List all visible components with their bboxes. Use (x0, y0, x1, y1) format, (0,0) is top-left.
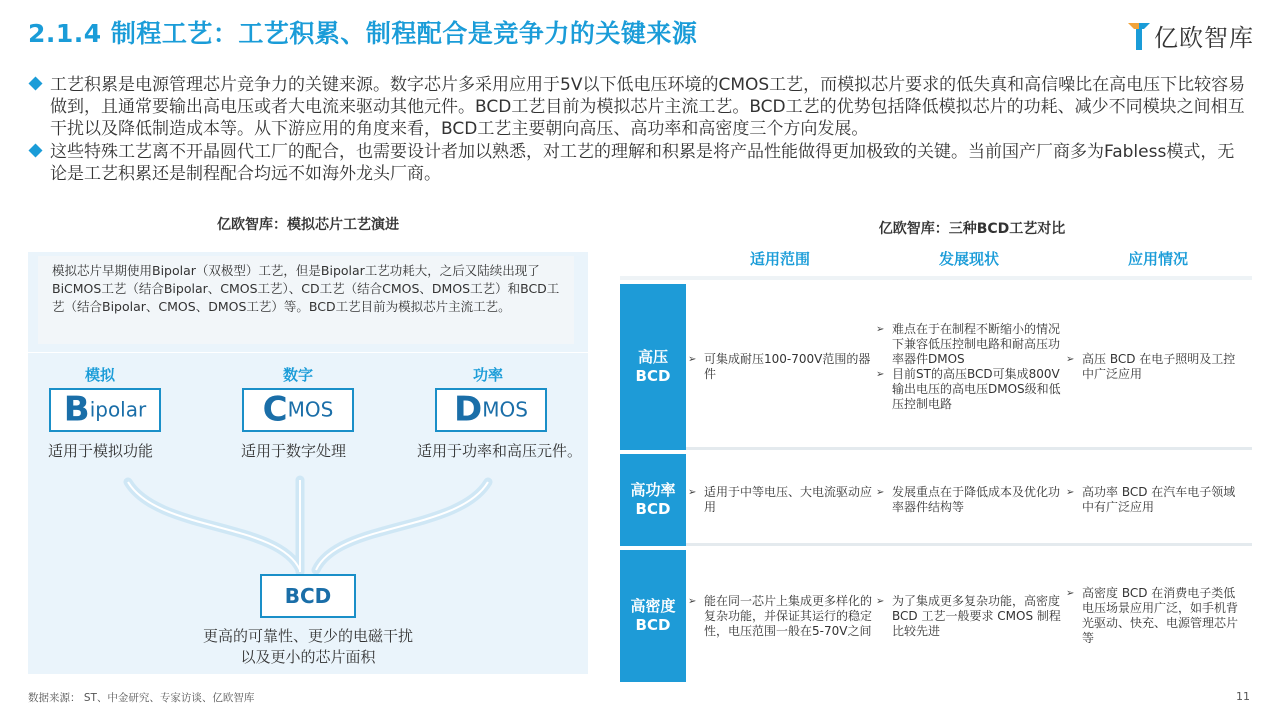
left-figure-caption: 亿欧智库：模拟芯片工艺演进 (217, 217, 399, 233)
header-usage: 应用情况 (1127, 250, 1188, 268)
row-name-sub: BCD (635, 500, 671, 518)
dmos-box (435, 388, 547, 432)
row-divider (686, 447, 1252, 450)
label-digital: 数字 (282, 366, 313, 384)
cell-item: ➢ 适用于中等电压、大电流驱动应用 (688, 485, 874, 515)
row-head (620, 284, 686, 450)
process-evolution-diagram (28, 252, 588, 674)
dmos-desc: 适用于功率和高压元件。 (417, 442, 583, 460)
cell-usage (1066, 550, 1246, 682)
bipolar-rest: ipolar (89, 397, 147, 422)
bcd-desc-line: 以及更小的芯片面积 (240, 648, 376, 666)
bullet-text: 这些特殊工艺离不开晶圆代工厂的配合，也需要设计者加以熟悉，对工艺的理解和积累是将产品性能做得更加极致的关键。当前国产厂商多为Fabless模式，无论是工艺积累还是制程配合均远不如海外龙头厂商。 (50, 142, 1235, 184)
yiou-logo-icon (1126, 20, 1152, 52)
cmos-box (242, 388, 354, 432)
bcd-desc-line: 更高的可靠性、更少的电磁干扰 (202, 627, 413, 645)
cell-scope (688, 550, 874, 682)
table-row (620, 454, 1252, 546)
bcd-comparison-table (620, 240, 1252, 682)
bullet-item (28, 74, 1250, 140)
cell-scope (688, 284, 874, 450)
dmos-initial: D (454, 389, 483, 430)
row-name-sub: BCD (635, 367, 671, 385)
header-divider (620, 276, 1252, 280)
bipolar-desc: 适用于模拟功能 (48, 442, 154, 460)
brand-logo (1126, 18, 1254, 53)
row-name-sub: BCD (635, 616, 671, 634)
bipolar-box (49, 388, 161, 432)
header-status: 发展现状 (938, 250, 999, 268)
diamond-bullet-icon (28, 143, 42, 157)
cell-item: ➢ 高压 BCD 在电子照明及工控中广泛应用 (1066, 352, 1246, 382)
cell-item: ➢ 发展重点在于降低成本及优化功率器件结构等 (876, 485, 1062, 515)
cell-item: ➢ 能在同一芯片上集成更多样化的复杂功能，并保证其运行的稳定性，电压范围一般在5-70V之间 (688, 594, 874, 639)
row-head (620, 454, 686, 546)
cell-scope (688, 454, 874, 546)
cell-usage (1066, 284, 1246, 450)
row-name: 高压 (637, 348, 668, 366)
page-title: 2.1.4 制程工艺：工艺积累、制程配合是竞争力的关键来源 (28, 19, 698, 48)
table-row (620, 284, 1252, 450)
row-name: 高功率 (630, 481, 676, 499)
bcd-box: BCD (260, 574, 356, 618)
cell-item: ➢ 为了集成更多复杂功能，高密度 BCD 工艺一般要求 CMOS 制程比较先进 (876, 594, 1062, 639)
table-row (620, 550, 1252, 682)
cell-status (876, 454, 1062, 546)
cmos-desc: 适用于数字处理 (241, 442, 347, 460)
cell-status (876, 284, 1062, 450)
cmos-initial: C (262, 389, 288, 430)
bipolar-initial: B (63, 389, 90, 430)
dmos-rest: MOS (482, 397, 528, 422)
bullet-item (28, 141, 1250, 185)
cmos-rest: MOS (287, 397, 334, 422)
cell-item: ➢ 难点在于在制程不断缩小的情况下兼容低压控制电路和耐高压功率器件DMOS (876, 322, 1062, 367)
right-figure-caption: 亿欧智库：三种BCD工艺对比 (878, 221, 1066, 237)
bullet-text: 工艺积累是电源管理芯片竞争力的关键来源。数字芯片多采用应用于5V以下低电压环境的CMOS工艺，而模拟芯片要求的低失真和高信噪比在高电压下比较容易做到，且通常要输出高电压或者大电流来驱动其他元件。BCD工艺目前为模拟芯片主流工艺。BCD工艺的优势包括降低模拟芯片的功耗、减少不同模块之间相互干扰以及降低制造成本等。从下游应用的角度来看，BCD工艺主要朝向高压、高功率和高密度三个方向发展。 (50, 75, 1246, 139)
logo-text: 亿欧智库 (1154, 24, 1254, 52)
data-source: 数据来源： ST、中金研究、专家访谈、亿欧智库 (28, 692, 255, 704)
bullet-list (28, 74, 1250, 185)
header-scope: 适用范围 (749, 250, 810, 268)
row-name: 高密度 (630, 597, 676, 615)
intro-text: 模拟芯片早期使用Bipolar（双极型）工艺，但是Bipolar工艺功耗大，之后又陆续出现了BiCMOS工艺（结合Bipolar、CMOS工艺）、CD工艺（结合CMOS、DMOS工艺）和BCD工艺（结合Bipolar、CMOS、DMOS工艺）等。BCD工艺目前为模拟芯片主流工艺。 (38, 256, 574, 344)
page-number: 11 (1236, 690, 1250, 703)
cell-item: ➢ 高密度 BCD 在消费电子类低电压场景应用广泛，如手机背光驱动、快充、电源管理芯片等 (1066, 586, 1246, 646)
cell-item: ➢ 目前ST的高压BCD可集成800V输出电压的高电压DMOS级和低压控制电路 (876, 367, 1062, 412)
merge-arrows (28, 452, 588, 592)
cell-item: ➢ 高功率 BCD 在汽车电子领域中有广泛应用 (1066, 485, 1246, 515)
cell-usage (1066, 454, 1246, 546)
bcd-desc (158, 626, 458, 668)
label-analog: 模拟 (84, 366, 115, 384)
cell-status (876, 550, 1062, 682)
diamond-bullet-icon (28, 76, 42, 90)
divider (28, 352, 588, 353)
row-head (620, 550, 686, 682)
label-power: 功率 (472, 366, 503, 384)
cell-item: ➢ 可集成耐压100-700V范围的器件 (688, 352, 874, 382)
row-divider (686, 543, 1252, 546)
